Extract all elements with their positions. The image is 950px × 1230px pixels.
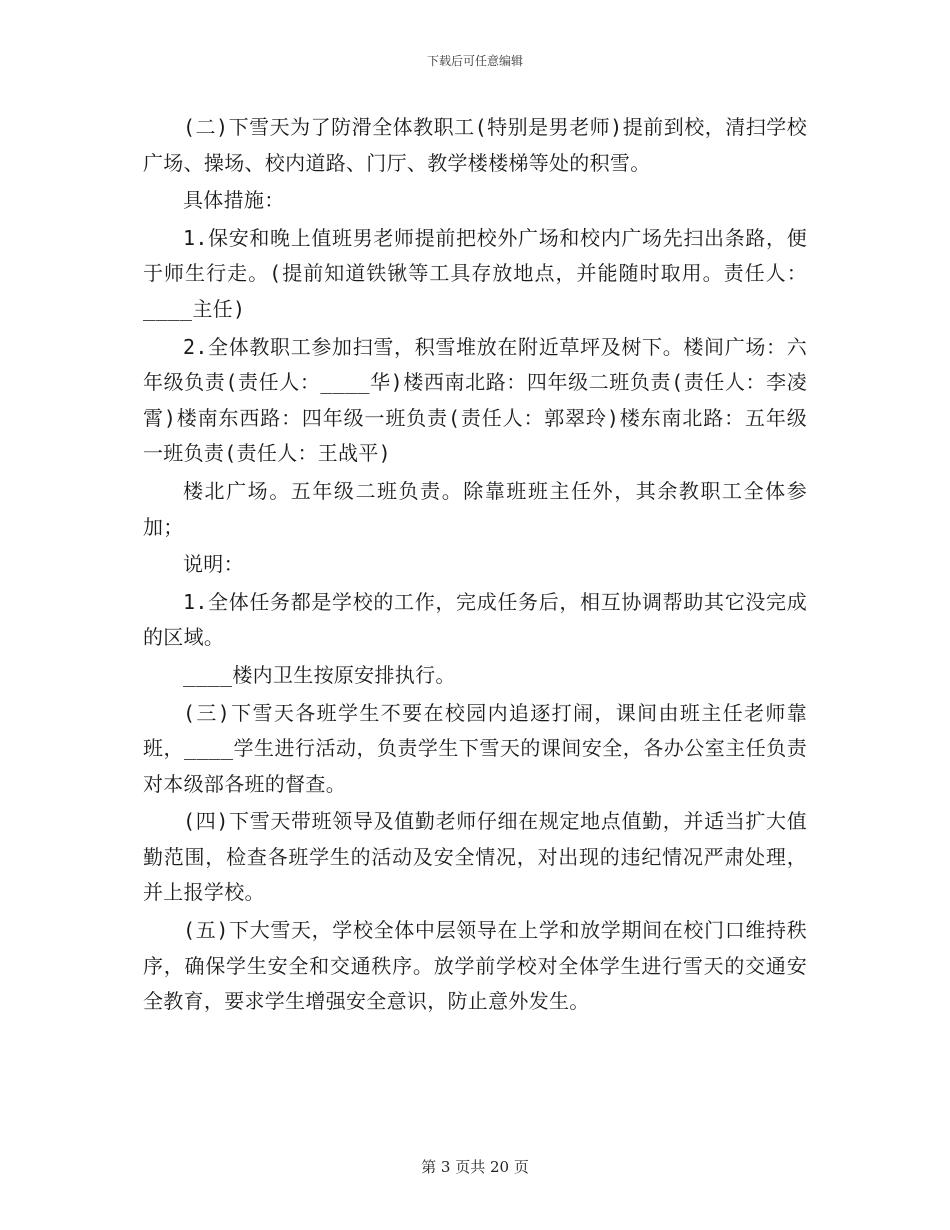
paragraph-notes-heading: 说明： xyxy=(183,552,244,577)
paragraph-section-2: (二)下雪天为了防滑全体教职工(特别是男老师)提前到校，清扫学校广场、操场、校内道路、门厅、教学楼楼梯等处的积雪。 xyxy=(143,115,807,175)
paragraph-measure-1: 1.保安和晚上值班男老师提前把校外广场和校内广场先扫出条路，便于师生行走。(提前知道铁锹等工具存放地点，并能随时取用。责任人：____主任) xyxy=(143,225,807,321)
paragraph-section-4: (四)下雪天带班领导及值勤老师仔细在规定地点值勤，并适当扩大值勤范围，检查各班学生的活动及安全情况，对出现的违纪情况严肃处理，并上报学校。 xyxy=(143,809,807,905)
paragraph-section-3: (三)下雪天各班学生不要在校园内追逐打闹，课间由班主任老师靠班，____学生进行活动，负责学生下雪天的课间安全，各办公室主任负责对本级部各班的督查。 xyxy=(143,700,807,796)
header-note: 下载后可任意编辑 xyxy=(426,54,523,68)
paragraph-measures-heading: 具体措施： xyxy=(183,188,285,213)
paragraph-section-5: (五)下大雪天，学校全体中层领导在上学和放学期间在校门口维持秩序，确保学生安全和交通秩序。放学前学校对全体学生进行雪天的交通安全教育，要求学生增强安全意识，防止意外发生。 xyxy=(143,918,807,1014)
paragraph-note-1: 1.全体任务都是学校的工作，完成任务后，相互协调帮助其它没完成的区域。 xyxy=(143,589,807,650)
paragraph-indoor-hygiene: ____楼内卫生按原安排执行。 xyxy=(183,662,456,687)
paragraph-measure-2: 2.全体教职工参加扫雪，积雪堆放在附近草坪及树下。楼间广场：六年级负责(责任人：____华)楼西南北路：四年级二班负责(责任人：李凌霄)楼南东西路：四年级一班负责(责任人：郭翠玲)楼东南北路：五年级一班负责(责任人：王战平) xyxy=(143,334,807,466)
paragraph-north-square: 楼北广场。五年级二班负责。除靠班班主任外，其余教职工全体参加； xyxy=(143,478,807,539)
page-number: 第 3 页共 20 页 xyxy=(421,1158,529,1176)
document-body xyxy=(143,110,807,1020)
